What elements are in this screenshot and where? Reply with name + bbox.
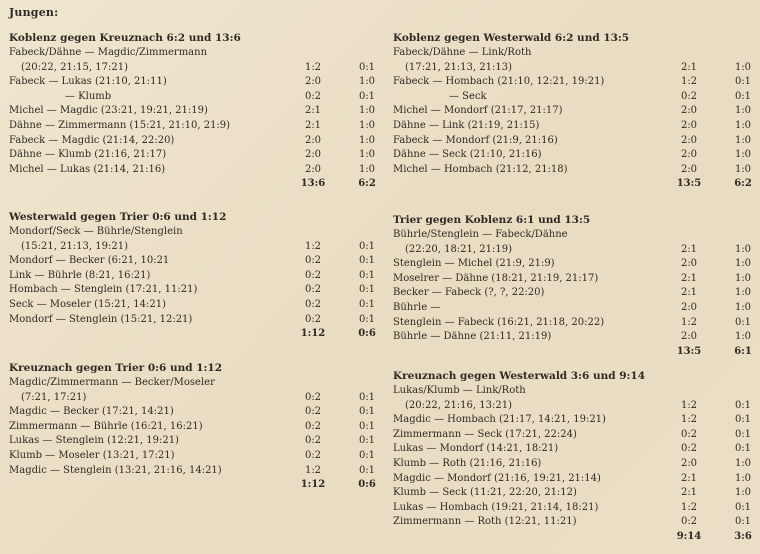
match-text: Mondorf — Becker (6:21, 10:21 [9, 255, 170, 267]
score-games: 1:2 [680, 501, 698, 513]
score-games: 1:2 [680, 76, 698, 88]
score-games: 2:0 [680, 163, 698, 175]
match-text: Lukas — Hombach (19:21, 21:14, 18:21) [393, 501, 599, 513]
result-row [393, 457, 753, 472]
result-row [393, 257, 753, 272]
score-games: 0:2 [304, 90, 322, 102]
total-row [9, 478, 379, 493]
score-games: 0:2 [680, 516, 698, 528]
score-games: 2:1 [680, 272, 698, 284]
score-points: 0:1 [358, 269, 376, 281]
score-games: 2:1 [680, 487, 698, 499]
match-text: Magdic — Hombach (21:17, 14:21, 19:21) [393, 414, 606, 426]
score-points: 1:0 [734, 61, 752, 73]
score-points: 1:0 [734, 457, 752, 469]
score-points: 0:1 [734, 428, 752, 440]
result-row [9, 75, 379, 90]
match-text: Bührle/Stenglein — Fabeck/Dähne [393, 229, 568, 240]
result-row [9, 119, 379, 134]
score-games: 13:5 [676, 178, 702, 190]
score-games: 13:5 [676, 345, 702, 357]
score-points: 0:1 [734, 414, 752, 426]
match-text: Stenglein — Fabeck (16:21, 21:18, 20:22) [393, 316, 605, 328]
result-row [393, 501, 753, 516]
match-text: (22:20, 18:21, 21:19) [405, 243, 512, 255]
score-games: 2:1 [680, 287, 698, 299]
match-text: Link — Bührle (8:21, 16:21) [9, 269, 151, 281]
score-points: 0:1 [358, 313, 376, 325]
score-games: 0:2 [680, 90, 698, 102]
score-games: 2:0 [680, 331, 698, 343]
score-games: 2:0 [304, 149, 322, 161]
score-games: 0:2 [680, 443, 698, 455]
match-text: Stenglein — Michel (21:9, 21:9) [393, 258, 555, 270]
score-points: 1:0 [734, 287, 752, 299]
match-trier-koblenz [393, 212, 753, 359]
result-row [393, 486, 753, 501]
score-points: 1:0 [734, 243, 752, 255]
score-points: 1:0 [358, 163, 376, 175]
score-points: 1:0 [734, 301, 752, 313]
result-row [393, 442, 753, 457]
match-text: (17:21, 21:13, 21:13) [405, 61, 512, 73]
score-games: 2:0 [680, 119, 698, 131]
score-games: 0:2 [304, 449, 322, 461]
match-text: (15:21, 21:13, 19:21) [21, 240, 128, 252]
match-text: (20:22, 21:15, 17:21) [21, 61, 128, 73]
score-games: 2:0 [680, 134, 698, 146]
score-games: 1:12 [300, 328, 326, 340]
result-row [393, 90, 753, 105]
score-games: 0:2 [304, 269, 322, 281]
match-text: — Seck [449, 90, 487, 102]
score-games: 2:1 [304, 105, 322, 117]
total-row [9, 177, 379, 192]
score-games: 1:2 [680, 399, 698, 411]
match-text: Hombach — Stenglein (17:21, 11:21) [9, 284, 198, 296]
score-points: 1:0 [734, 331, 752, 343]
score-points: 0:1 [358, 255, 376, 267]
score-points: 0:1 [358, 464, 376, 476]
result-row [9, 449, 379, 464]
match-text: Fabeck/Dähne — Magdic/Zimmermann [9, 47, 208, 58]
match-text: Michel — Hombach (21:12, 21:18) [393, 163, 568, 175]
match-text: Lukas — Stenglein (12:21, 19:21) [9, 435, 179, 447]
match-text: Klumb — Roth (21:16, 21:16) [393, 457, 542, 469]
score-games: 0:2 [680, 428, 698, 440]
match-text: Dähne — Link (21:19, 21:15) [393, 119, 540, 131]
result-row [393, 75, 753, 90]
score-games: 0:2 [304, 435, 322, 447]
result-row [9, 405, 379, 420]
result-row [393, 163, 753, 178]
score-games: 1:12 [300, 479, 326, 491]
result-row [9, 240, 379, 255]
score-games: 0:2 [304, 313, 322, 325]
score-games: 0:2 [304, 298, 322, 310]
score-points: 6:2 [358, 178, 376, 190]
score-points: 0:1 [358, 391, 376, 403]
score-games: 2:0 [680, 258, 698, 270]
score-points: 0:6 [358, 479, 376, 491]
score-points: 3:6 [734, 530, 752, 542]
match-text: Dähne — Zimmermann (15:21, 21:10, 21:9) [9, 119, 231, 131]
match-koblenz-kreuznach [9, 30, 379, 192]
score-points: 0:1 [358, 420, 376, 432]
result-row [393, 243, 753, 258]
match-text: Mondorf/Seck — Bührle/Stenglein [9, 226, 183, 237]
match-text: Michel — Mondorf (21:17, 21:17) [393, 105, 563, 117]
match-text: — Klumb [65, 90, 112, 102]
score-points: 1:0 [358, 149, 376, 161]
match-text: Bührle — Dähne (21:11, 21:19) [393, 331, 552, 343]
result-row [9, 283, 379, 298]
page-heading: Jungen: [9, 6, 59, 19]
match-kreuznach-westerwald [393, 368, 753, 545]
result-row [393, 472, 753, 487]
score-points: 1:0 [358, 105, 376, 117]
score-points: 0:1 [358, 61, 376, 73]
score-games: 1:2 [304, 240, 322, 252]
match-text: Moselrer — Dähne (18:21, 21:19, 21:17) [393, 272, 599, 284]
result-row [9, 163, 379, 178]
score-points: 6:2 [734, 178, 752, 190]
score-points: 6:1 [734, 345, 752, 357]
result-row [393, 428, 753, 443]
score-points: 1:0 [734, 487, 752, 499]
score-points: 0:1 [358, 298, 376, 310]
score-games: 0:2 [304, 255, 322, 267]
match-koblenz-westerwald [393, 30, 753, 192]
score-games: 1:2 [304, 61, 322, 73]
result-row [9, 313, 379, 328]
match-text: (20:22, 21:16, 13:21) [405, 399, 512, 411]
result-row [393, 384, 753, 399]
total-row [393, 177, 753, 192]
score-points: 1:0 [734, 105, 752, 117]
score-games: 1:2 [304, 464, 322, 476]
match-text: (7:21, 17:21) [21, 391, 87, 403]
result-row [9, 104, 379, 119]
match-text: Zimmermann — Roth (12:21, 11:21) [393, 516, 577, 528]
score-games: 2:0 [680, 105, 698, 117]
score-points: 0:1 [358, 284, 376, 296]
match-title: Koblenz gegen Westerwald 6:2 und 13:5 [393, 32, 630, 44]
match-title: Kreuznach gegen Trier 0:6 und 1:12 [9, 362, 223, 374]
match-text: Dähne — Seck (21:10, 21:16) [393, 149, 542, 161]
match-text: Michel — Magdic (23:21, 19:21, 21:19) [9, 105, 208, 117]
match-text: Magdic — Stenglein (13:21, 21:16, 14:21) [9, 464, 222, 476]
match-westerwald-trier [9, 209, 379, 342]
match-text: Magdic — Mondorf (21:16, 19:21, 21:14) [393, 472, 601, 484]
result-row [393, 286, 753, 301]
score-points: 0:6 [358, 328, 376, 340]
score-points: 0:1 [734, 76, 752, 88]
result-row [9, 269, 379, 284]
result-row [393, 515, 753, 530]
match-text: Zimmermann — Seck (17:21, 22:24) [393, 428, 577, 440]
total-row [393, 345, 753, 360]
score-points: 1:0 [734, 472, 752, 484]
match-text: Magdic/Zimmermann — Becker/Moseler [9, 377, 215, 388]
match-text: Dähne — Klumb (21:16, 21:17) [9, 149, 167, 161]
score-points: 1:0 [734, 163, 752, 175]
score-points: 1:0 [358, 119, 376, 131]
score-games: 0:2 [304, 284, 322, 296]
result-row [9, 46, 379, 61]
match-text: Bührle — [393, 301, 441, 313]
result-row [9, 61, 379, 76]
score-points: 0:1 [358, 90, 376, 102]
result-row [393, 316, 753, 331]
result-row [9, 420, 379, 435]
score-games: 13:6 [300, 178, 326, 190]
score-games: 0:2 [304, 391, 322, 403]
result-row [9, 391, 379, 406]
result-row [9, 148, 379, 163]
score-games: 2:1 [680, 243, 698, 255]
match-text: Fabeck — Hombach (21:10, 12:21, 19:21) [393, 76, 605, 88]
score-games: 2:0 [304, 76, 322, 88]
result-row [393, 413, 753, 428]
match-text: Seck — Moseler (15:21, 14:21) [9, 298, 166, 310]
score-games: 2:0 [304, 163, 322, 175]
match-kreuznach-trier [9, 360, 379, 493]
result-row [9, 464, 379, 479]
result-row [393, 330, 753, 345]
score-points: 0:1 [734, 516, 752, 528]
score-points: 1:0 [734, 258, 752, 270]
match-text: Klumb — Moseler (13:21, 17:21) [9, 449, 175, 461]
score-points: 1:0 [358, 76, 376, 88]
total-row [9, 327, 379, 342]
result-row [9, 225, 379, 240]
score-games: 0:2 [304, 406, 322, 418]
score-points: 0:1 [358, 449, 376, 461]
result-row [9, 434, 379, 449]
match-text: Lukas/Klumb — Link/Roth [393, 385, 526, 396]
match-text: Fabeck/Dähne — Link/Roth [393, 47, 532, 58]
score-games: 2:0 [680, 149, 698, 161]
match-text: Michel — Lukas (21:14, 21:16) [9, 163, 166, 175]
score-games: 2:1 [680, 61, 698, 73]
match-text: Becker — Fabeck (?, ?, 22:20) [393, 287, 545, 299]
match-text: Magdic — Becker (17:21, 14:21) [9, 406, 174, 418]
score-games: 2:1 [304, 119, 322, 131]
score-points: 1:0 [734, 119, 752, 131]
score-points: 0:1 [734, 316, 752, 328]
score-points: 0:1 [734, 443, 752, 455]
score-games: 2:0 [680, 301, 698, 313]
score-games: 2:0 [680, 457, 698, 469]
score-games: 9:14 [676, 530, 702, 542]
score-points: 1:0 [734, 134, 752, 146]
result-row [393, 104, 753, 119]
score-games: 0:2 [304, 420, 322, 432]
result-row [393, 119, 753, 134]
match-text: Mondorf — Stenglein (15:21, 12:21) [9, 313, 193, 325]
match-text: Fabeck — Magdic (21:14, 22:20) [9, 134, 175, 146]
score-games: 2:0 [304, 134, 322, 146]
result-row [393, 134, 753, 149]
score-games: 1:2 [680, 414, 698, 426]
score-points: 0:1 [734, 501, 752, 513]
result-row [393, 228, 753, 243]
score-points: 0:1 [734, 90, 752, 102]
score-games: 2:1 [680, 472, 698, 484]
total-row [393, 530, 753, 545]
match-title: Trier gegen Koblenz 6:1 und 13:5 [393, 214, 591, 226]
result-row [393, 46, 753, 61]
result-row [393, 272, 753, 287]
match-title: Kreuznach gegen Westerwald 3:6 und 9:14 [393, 370, 646, 382]
result-row [9, 376, 379, 391]
result-row [9, 134, 379, 149]
score-games: 1:2 [680, 316, 698, 328]
score-points: 0:1 [734, 399, 752, 411]
score-points: 1:0 [734, 149, 752, 161]
score-points: 0:1 [358, 406, 376, 418]
match-text: Zimmermann — Bührle (16:21, 16:21) [9, 420, 203, 432]
score-points: 0:1 [358, 240, 376, 252]
score-points: 1:0 [358, 134, 376, 146]
match-text: Fabeck — Lukas (21:10, 21:11) [9, 76, 167, 88]
score-points: 0:1 [358, 435, 376, 447]
result-row [393, 61, 753, 76]
match-text: Klumb — Seck (11:21, 22:20, 21:12) [393, 487, 577, 499]
result-row [9, 90, 379, 105]
result-row [393, 301, 753, 316]
result-row [9, 254, 379, 269]
match-title: Koblenz gegen Kreuznach 6:2 und 13:6 [9, 32, 241, 44]
result-row [9, 298, 379, 313]
match-title: Westerwald gegen Trier 0:6 und 1:12 [9, 211, 227, 223]
match-text: Lukas — Mondorf (14:21, 18:21) [393, 443, 559, 455]
result-row [393, 148, 753, 163]
result-row [393, 399, 753, 414]
score-points: 1:0 [734, 272, 752, 284]
match-text: Fabeck — Mondorf (21:9, 21:16) [393, 134, 558, 146]
